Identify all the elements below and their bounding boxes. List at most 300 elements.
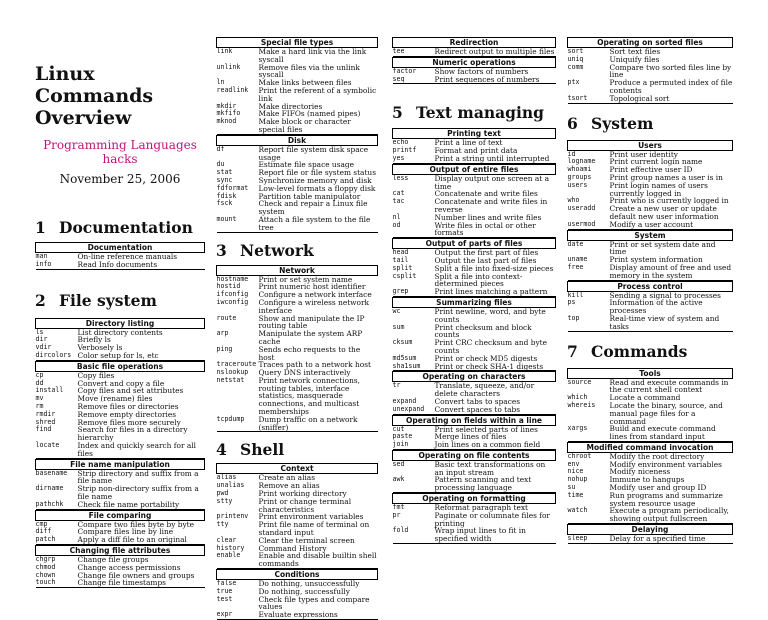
table-row	[36, 261, 205, 269]
command-description: Change file timestamps	[78, 579, 205, 587]
table-operating-on-fields	[392, 415, 556, 450]
command-description: Remove files or directories	[77, 401, 179, 411]
command-description: Concatenate and write files in reverse	[434, 197, 548, 214]
command-table	[35, 361, 205, 459]
command-description: Color setup for ls, etc	[78, 352, 205, 360]
command-description: Command History	[258, 543, 327, 553]
column-3	[392, 0, 556, 544]
command-description: Report file or file system status	[258, 168, 376, 178]
table-row	[393, 76, 556, 84]
table-title: Operating on formatting	[393, 494, 556, 504]
command-name: chown	[35, 570, 56, 579]
command-description: Estimate file space usage	[258, 160, 355, 170]
page-title: Linux Commands Overview	[35, 63, 154, 129]
command-description: Modify niceness	[609, 467, 671, 477]
command-table	[567, 140, 733, 230]
command-name: man	[36, 253, 78, 261]
command-table	[216, 463, 378, 569]
command-description: Display output one screen at a time	[435, 174, 556, 190]
command-description: Strip directory and suffix from a file name	[78, 469, 205, 485]
table-numeric-operations	[392, 57, 556, 85]
command-name: cmp	[36, 520, 78, 528]
command-name: arp	[216, 329, 229, 338]
command-description: Modify a user account	[610, 221, 733, 229]
command-description: Print environment variables	[258, 512, 364, 522]
command-description: Make directories	[258, 101, 323, 111]
table-title: Tools	[568, 368, 733, 378]
command-table	[567, 230, 733, 281]
command-table	[567, 442, 733, 524]
command-description: Uniquify files	[609, 54, 660, 64]
section-network: 3 Network	[216, 240, 314, 260]
command-name: pathchk	[36, 501, 78, 509]
command-name: ping	[216, 344, 233, 353]
table-row	[217, 346, 378, 362]
command-name: groups	[567, 172, 592, 181]
table-title: Summarizing files	[393, 297, 556, 307]
command-name: nohup	[567, 475, 588, 484]
command-description: Do nothing, unsuccessfully	[259, 580, 378, 588]
command-description: Print file name of terminal on standard input	[258, 520, 370, 538]
command-table	[35, 242, 205, 270]
table-row	[36, 442, 205, 458]
command-name: paste	[392, 432, 413, 441]
command-description: Make FIFOs (named pipes)	[258, 109, 361, 119]
table-tools	[567, 368, 733, 442]
command-table	[392, 128, 556, 163]
table-row	[568, 64, 733, 80]
command-name: yes	[393, 155, 435, 163]
table-row	[568, 221, 733, 229]
command-name: fdformat	[216, 183, 249, 192]
command-description: Create an alias	[259, 474, 378, 482]
command-description: Configure a wireless network interface	[258, 297, 369, 315]
command-description: Read Info documents	[78, 261, 205, 269]
command-name: id	[568, 150, 610, 158]
command-description: Modify environment variables	[609, 459, 722, 469]
command-description: Check file types and compare values	[258, 594, 370, 612]
command-name: join	[393, 441, 435, 449]
command-name: tee	[393, 48, 435, 57]
table-changing-file-attributes	[35, 545, 205, 588]
command-description: Change file groups	[78, 555, 205, 563]
command-description: Compare files line by line	[77, 527, 174, 537]
command-name: kill	[568, 291, 610, 299]
command-name: free	[568, 264, 610, 280]
command-name: split	[392, 263, 413, 272]
command-name: ps	[567, 298, 576, 307]
table-title: Output of parts of files	[393, 239, 556, 249]
command-description: Print who is currently logged in	[609, 196, 729, 206]
command-name: echo	[393, 139, 435, 147]
command-name: useradd	[567, 204, 596, 213]
command-description: Print a string until interrupted	[435, 155, 556, 163]
command-table	[392, 164, 556, 238]
command-name: who	[567, 196, 580, 205]
command-name: sha1sum	[393, 363, 435, 371]
command-name: uname	[567, 255, 588, 264]
command-name: env	[567, 459, 580, 468]
table-row	[393, 339, 556, 355]
command-name: locate	[36, 442, 78, 458]
command-description: Display amount of free and used memory in the system	[609, 262, 732, 280]
command-description: Remove empty directories	[77, 409, 177, 419]
command-description: Print current login name	[609, 157, 703, 167]
table-title: Network	[217, 265, 378, 275]
command-name: ifconfig	[216, 290, 249, 299]
table-row	[36, 485, 205, 501]
command-name: enable	[217, 552, 259, 568]
command-table	[392, 297, 556, 371]
command-description: Print lines matching a pattern	[435, 288, 556, 296]
command-table	[392, 37, 556, 57]
command-table	[216, 265, 378, 433]
command-name: stty	[216, 496, 233, 505]
command-description: Print login names of users currently logged in	[609, 180, 708, 198]
command-name: xargs	[568, 425, 610, 441]
command-description: Low-level formats a floppy disk	[258, 183, 376, 193]
command-description: Print or set system name	[259, 275, 378, 283]
table-row	[393, 476, 556, 492]
command-name: factor	[393, 67, 435, 75]
command-description: Clear the terminal screen	[258, 535, 355, 545]
table-redirection	[392, 37, 556, 57]
table-row	[36, 469, 205, 485]
command-name: expr	[217, 611, 259, 619]
command-name: netstat	[216, 375, 245, 384]
table-row	[36, 328, 205, 336]
table-row	[217, 521, 378, 537]
table-process-control	[567, 281, 733, 332]
table-row	[393, 382, 556, 398]
table-row	[217, 537, 378, 545]
author: Programming Languages hacks	[43, 138, 197, 166]
table-row	[217, 330, 378, 346]
command-name: touch	[36, 579, 78, 587]
command-description: Concatenate and write files	[434, 189, 538, 199]
command-name: route	[216, 313, 237, 322]
command-description: Partition table manipulator	[258, 191, 361, 201]
command-name: fmt	[393, 504, 435, 512]
table-row	[217, 498, 378, 514]
command-name: true	[216, 586, 233, 595]
command-table	[35, 318, 205, 361]
command-description: Modify user and group ID	[609, 483, 707, 493]
command-description: Compare two sorted files line by line	[609, 62, 732, 80]
table-title: File comparing	[36, 510, 205, 520]
command-description: Dump traffic on a network (sniffer)	[259, 416, 378, 432]
table-title: Output of entire files	[393, 164, 556, 174]
table-title: Delaying	[568, 525, 733, 535]
command-name: uniq	[567, 54, 584, 63]
command-name: readlink	[216, 85, 249, 94]
table-basic-file-operations	[35, 361, 205, 459]
command-description: Create a new user or update default new user information	[609, 204, 719, 221]
command-name: pr	[392, 510, 401, 519]
table-row	[36, 501, 205, 509]
command-name: fold	[393, 527, 435, 543]
table-users	[567, 140, 733, 230]
table-row	[36, 555, 205, 563]
table-special-file-types	[216, 37, 378, 135]
table-row	[393, 48, 556, 57]
command-description: Report file system disk space usage	[259, 145, 378, 161]
command-name: printf	[392, 146, 417, 155]
table-title: Operating on characters	[393, 372, 556, 382]
table-row	[217, 596, 378, 612]
command-description: Number lines and write files	[434, 212, 542, 222]
command-description: Pattern scanning and text processing language	[435, 476, 556, 492]
command-description: Execute a program periodically, showing output fullscreen	[610, 507, 733, 523]
command-description: Print a line of text	[435, 139, 556, 147]
command-table	[567, 368, 733, 442]
command-name: cut	[393, 425, 435, 433]
section-text-managing: 5 Text managing	[392, 103, 545, 123]
command-name: usermod	[568, 221, 610, 229]
command-name: traceroute	[216, 360, 257, 369]
command-table	[216, 37, 378, 135]
command-name: nl	[392, 212, 401, 221]
command-name: sum	[392, 322, 405, 331]
table-row	[568, 378, 733, 394]
command-name: grep	[393, 288, 435, 296]
table-documentation	[35, 242, 205, 270]
table-row	[568, 264, 733, 280]
command-description: Remove an alias	[258, 481, 320, 491]
command-table	[392, 57, 556, 85]
command-description: Print sequences of numbers	[435, 76, 556, 84]
command-description: Convert and copy a file	[77, 378, 165, 388]
command-description: Write files in octal or other formats	[435, 222, 556, 238]
command-description: Configure a network interface	[258, 290, 372, 300]
command-name: link	[217, 48, 259, 64]
table-row	[393, 441, 556, 449]
table-printing-text	[392, 128, 556, 163]
table-title: Disk	[217, 135, 378, 145]
table-row	[568, 535, 733, 544]
command-description: Print system information	[609, 255, 703, 265]
command-description: Make block or character special files	[259, 118, 378, 134]
command-name: logname	[567, 157, 596, 166]
table-row	[568, 492, 733, 508]
table-title: File name manipulation	[36, 459, 205, 469]
table-row	[217, 588, 378, 596]
table-row	[217, 315, 378, 331]
command-description: Locate the binary, source, and manual page files for a command	[609, 400, 723, 426]
command-description: Print numeric host identifier	[258, 282, 366, 292]
command-name: users	[567, 180, 588, 189]
table-operating-on-formatting	[392, 493, 556, 544]
table-row	[393, 406, 556, 414]
command-description: Merge lines of files	[434, 432, 507, 442]
command-name: time	[567, 490, 584, 499]
command-description: Show factors of numbers	[435, 67, 556, 75]
section-shell: 4 Shell	[216, 440, 285, 460]
command-name: unlink	[216, 62, 241, 71]
table-context	[216, 463, 378, 569]
command-description: Briefly ls	[77, 335, 111, 345]
table-system	[567, 230, 733, 281]
table-delaying	[567, 524, 733, 544]
command-description: Strip non-directory suffix from a file name	[77, 484, 199, 501]
command-name: sed	[393, 460, 435, 476]
command-name: chmod	[35, 562, 56, 571]
table-title: Directory listing	[36, 318, 205, 328]
command-description: Do nothing, successfully	[258, 586, 350, 596]
table-row	[393, 222, 556, 238]
table-title: System	[568, 230, 733, 240]
table-row	[217, 552, 378, 568]
table-network	[216, 265, 378, 433]
command-description: Print user identity	[610, 150, 733, 158]
table-output-entire-files	[392, 164, 556, 238]
command-description: Build and execute command lines from standard input	[610, 425, 733, 441]
command-table	[392, 371, 556, 414]
table-row	[393, 512, 556, 528]
command-name: sync	[216, 175, 233, 184]
command-name: wc	[393, 307, 435, 323]
command-name: date	[568, 240, 610, 256]
table-row	[217, 416, 378, 432]
command-name: head	[393, 249, 435, 257]
command-name: dir	[35, 335, 48, 344]
table-row	[568, 95, 733, 103]
command-name: top	[568, 315, 610, 331]
section-system: 6 System	[567, 113, 654, 133]
table-row	[568, 79, 733, 95]
command-name: mount	[217, 216, 259, 232]
command-name: mkfifo	[216, 109, 241, 118]
table-title: Printing text	[393, 129, 556, 139]
command-description: Make a hard link via the link syscall	[259, 48, 378, 64]
table-title: Documentation	[36, 243, 205, 253]
command-description: Attach a file system to the file tree	[259, 216, 378, 232]
command-name: nice	[567, 467, 584, 476]
command-description: Sort text files	[610, 48, 733, 56]
command-description: Format and print data	[434, 146, 518, 156]
command-description: List directory contents	[78, 328, 205, 336]
table-title: Process control	[568, 281, 733, 291]
command-table	[35, 545, 205, 588]
command-name: tac	[392, 197, 405, 206]
table-row	[217, 216, 378, 232]
command-name: mknod	[217, 118, 259, 134]
command-table	[392, 415, 556, 450]
command-description: Print selected parts of lines	[435, 425, 556, 433]
date: November 25, 2006	[59, 172, 181, 186]
command-name: csplit	[392, 271, 417, 280]
command-name: shred	[35, 417, 56, 426]
command-table	[216, 135, 378, 233]
command-name: basename	[36, 469, 78, 485]
command-name: sleep	[568, 535, 610, 544]
command-name: diff	[35, 527, 52, 536]
command-name: find	[35, 425, 52, 434]
command-table	[392, 238, 556, 297]
table-operating-on-characters	[392, 371, 556, 414]
table-row	[217, 87, 378, 103]
command-description: Move (rename) files	[77, 394, 153, 404]
command-name: chroot	[568, 452, 610, 460]
table-title: Users	[568, 140, 733, 150]
table-conditions	[216, 569, 378, 620]
command-name: cat	[392, 189, 405, 198]
command-name: tsort	[568, 95, 610, 103]
command-description: Synchronize memory and disk	[258, 175, 372, 185]
command-table	[35, 510, 205, 545]
command-name: cp	[36, 371, 78, 379]
table-title: Redirection	[393, 38, 556, 48]
command-description: Information of the active processes	[609, 298, 703, 316]
table-row	[217, 118, 378, 134]
command-name: chgrp	[36, 555, 78, 563]
table-row	[393, 324, 556, 340]
command-description: Redirect output to multiple files	[434, 47, 555, 56]
title-block	[35, 138, 205, 186]
command-name: pwd	[216, 489, 229, 498]
table-row	[217, 145, 378, 161]
command-name: df	[217, 145, 259, 161]
command-name: tty	[216, 520, 229, 529]
table-title: Numeric operations	[393, 57, 556, 67]
table-title: Operating on file contents	[393, 450, 556, 460]
command-name: patch	[36, 536, 78, 544]
table-title: Special file types	[217, 38, 378, 48]
command-name: nslookup	[216, 368, 249, 377]
table-row	[568, 240, 733, 256]
command-name: printenv	[216, 512, 249, 521]
command-name: which	[567, 393, 588, 402]
command-description: Print group names a user is in	[609, 172, 723, 182]
command-description: Remove files more securely	[77, 417, 181, 427]
command-description: Index and quickly search for all files	[78, 442, 205, 458]
command-description: Make links between files	[258, 78, 352, 88]
command-description: Traces path to a network host	[258, 360, 371, 370]
table-row	[393, 307, 556, 323]
table-operating-on-file-contents	[392, 450, 556, 493]
command-name: ls	[36, 328, 78, 336]
command-description: Apply a diff file to an original	[78, 536, 205, 544]
section-commands: 7 Commands	[567, 341, 688, 361]
command-description: Verbosely ls	[77, 343, 123, 353]
command-name: hostid	[216, 282, 241, 291]
command-description: Change file owners and groups	[77, 570, 195, 580]
table-row	[36, 536, 205, 544]
command-name: whereis	[567, 400, 596, 409]
table-file-comparing	[35, 510, 205, 545]
table-row	[568, 507, 733, 523]
table-row	[393, 363, 556, 371]
command-description: Compare two files byte by byte	[78, 520, 205, 528]
command-description: Print or change terminal characteristics	[258, 496, 352, 514]
command-description: Copy files and set attributes	[77, 386, 184, 396]
command-table	[567, 37, 733, 104]
table-row	[217, 545, 378, 553]
table-row	[36, 352, 205, 360]
command-description: Manipulate the system ARP cache	[258, 329, 363, 346]
command-description: Print CRC checksum and byte counts	[434, 338, 547, 355]
table-title: Operating on fields within a line	[393, 415, 556, 425]
table-title: Modified command invocation	[568, 442, 733, 452]
table-row	[217, 64, 378, 80]
command-name: rm	[35, 401, 44, 410]
command-name: tail	[392, 255, 409, 264]
command-name: whoami	[567, 165, 592, 174]
command-description: Output the first part of files	[435, 249, 556, 257]
table-row	[217, 611, 378, 619]
command-description: Print effective user ID	[609, 165, 693, 175]
command-description: Basic text transformations on an input stream	[435, 460, 556, 476]
